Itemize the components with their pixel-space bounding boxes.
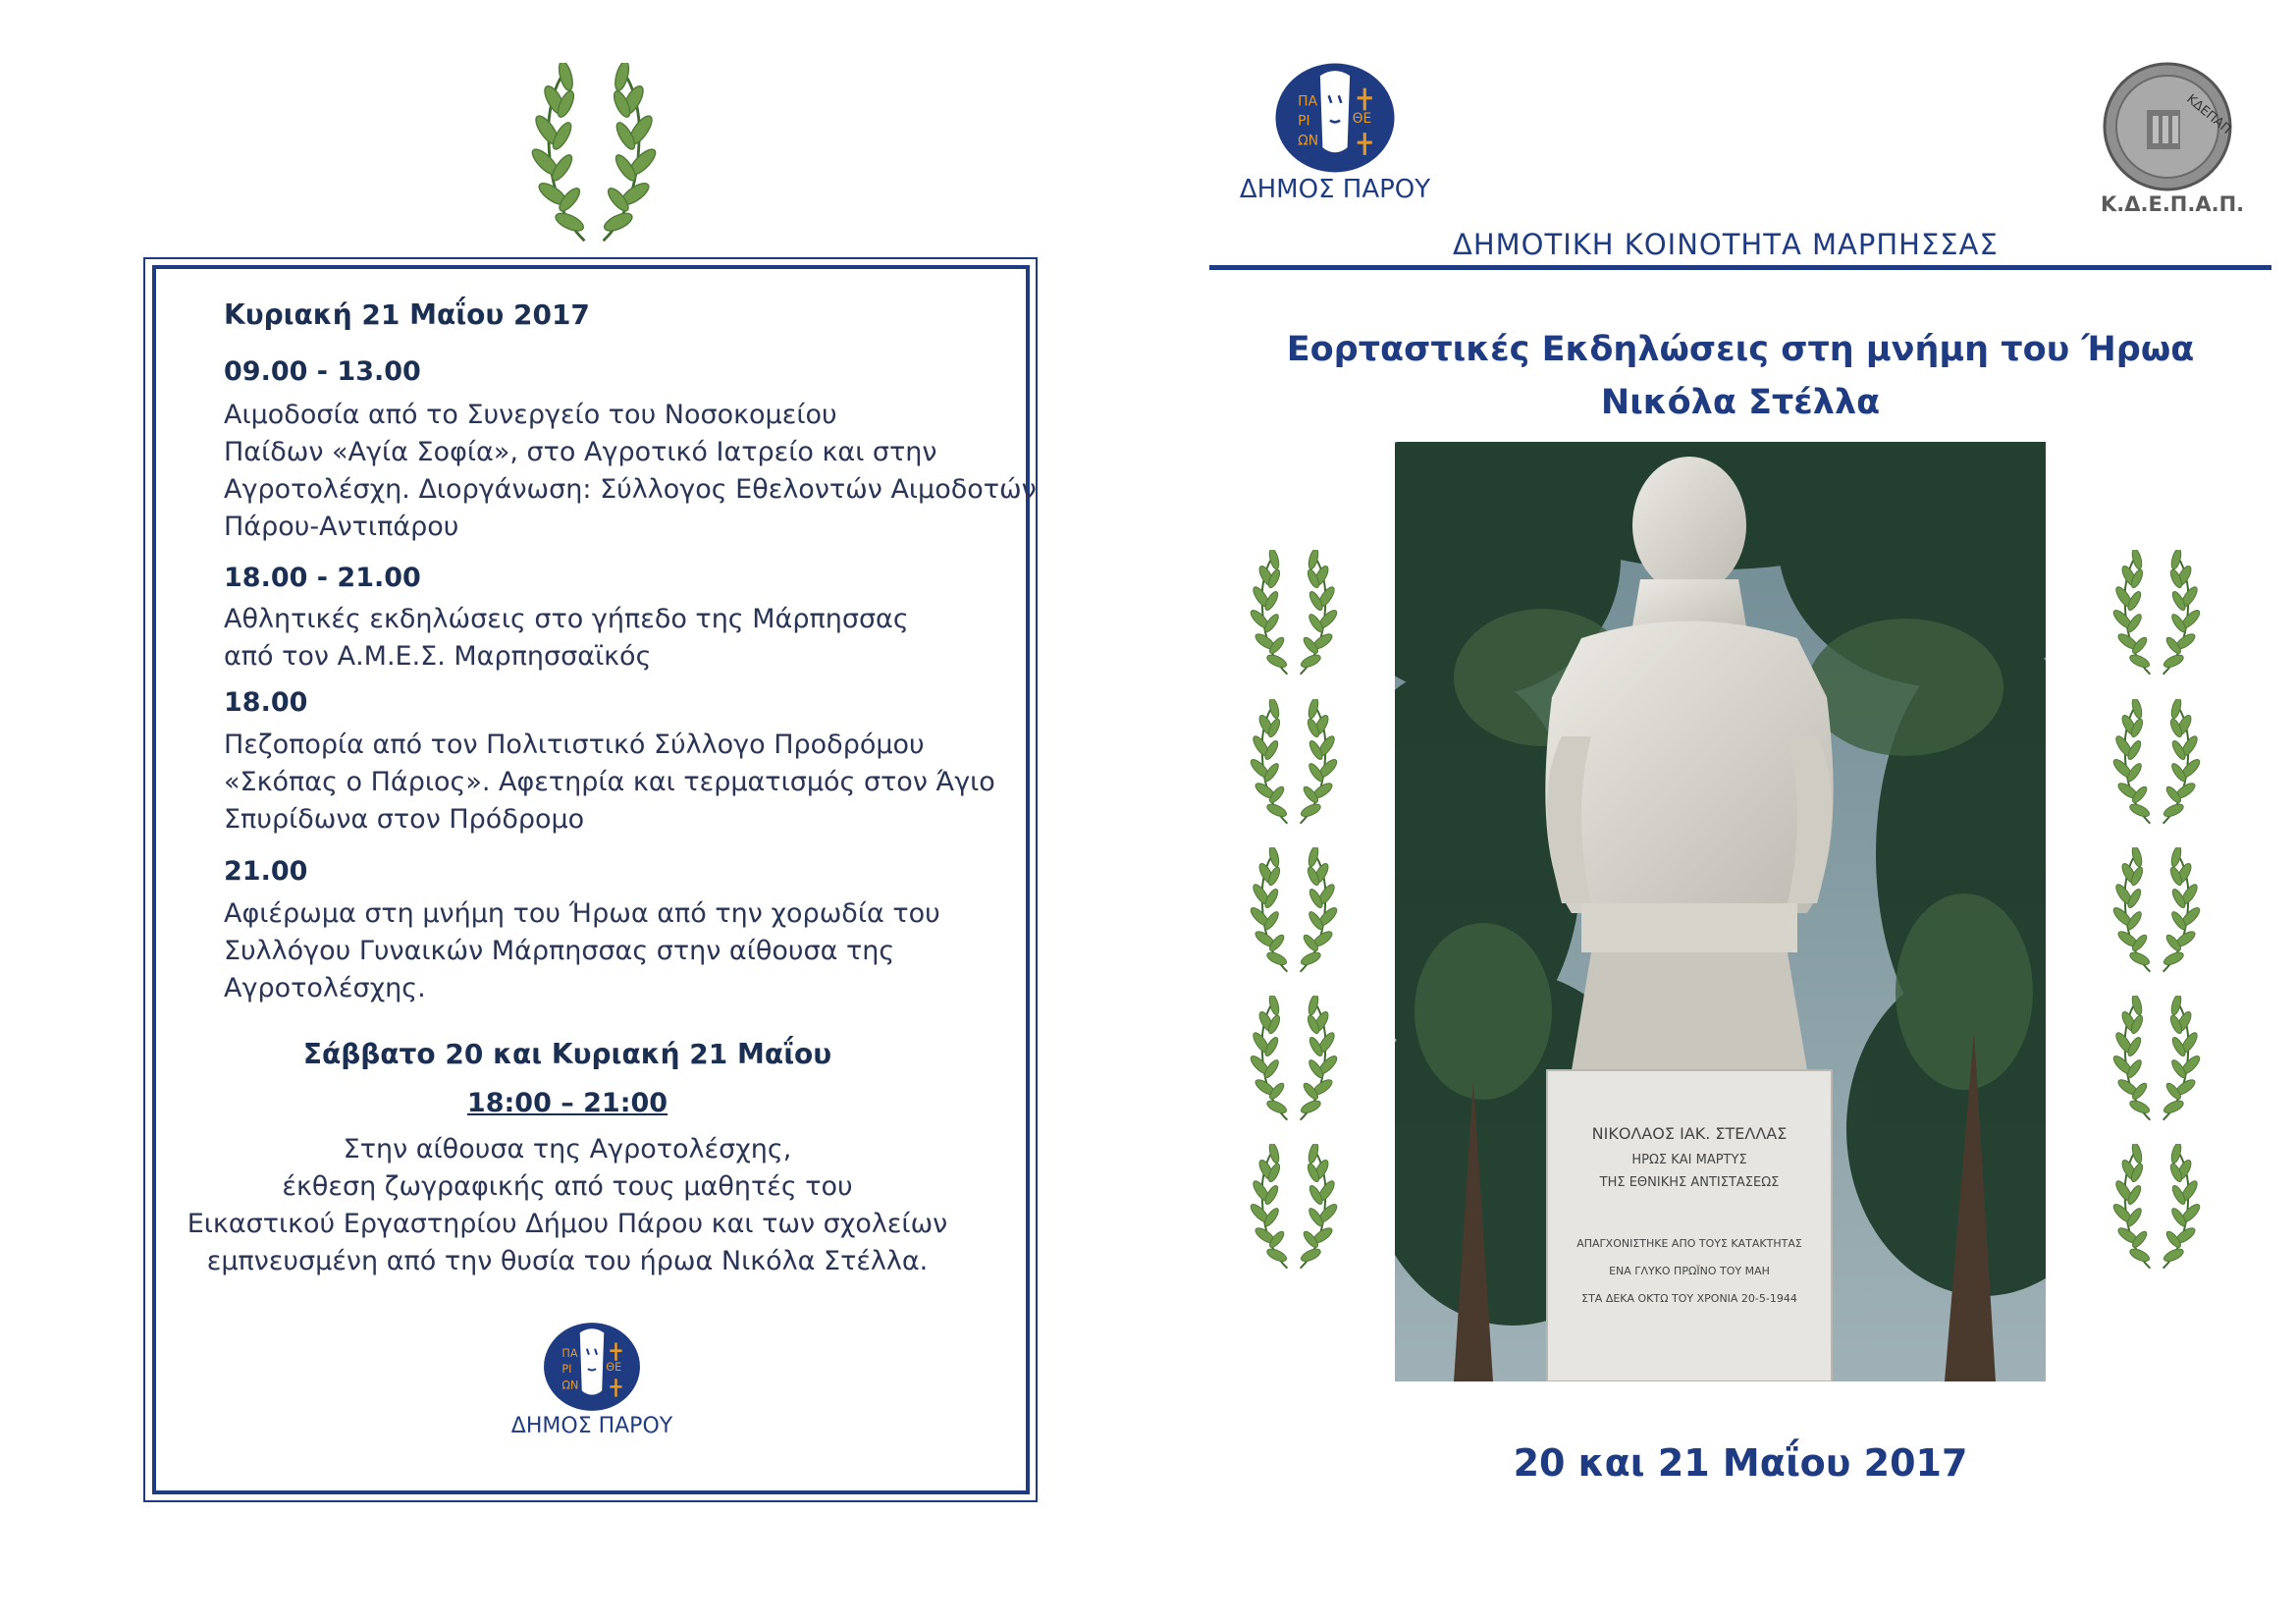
logo-letters: ΩΝ bbox=[561, 1379, 579, 1392]
header-rule bbox=[1209, 265, 2271, 270]
plaque-line: ΑΠΑΓΧΟΝΙΣΤΗΚΕ ΑΠΟ ΤΟΥΣ ΚΑΤΑΚΤΗΤΑΣ bbox=[1576, 1237, 1802, 1250]
logo-letters: ΡΙ bbox=[561, 1363, 572, 1377]
plaque-line: ΗΡΩΣ ΚΑΙ ΜΑΡΤΥΣ bbox=[1631, 1153, 1747, 1167]
dimos-parou-logo-icon bbox=[1271, 61, 1399, 175]
laurel-wreath-icon bbox=[1235, 996, 1353, 1123]
event-title-line2: Νικόλα Στέλλα bbox=[1600, 383, 1881, 422]
laurel-wreath-icon bbox=[2098, 550, 2216, 677]
plaque-line: ΝΙΚΟΛΑΟΣ ΙΑΚ. ΣΤΕΛΛΑΣ bbox=[1591, 1124, 1788, 1143]
event-line: Πάρου-Αντιπάρου bbox=[224, 512, 459, 542]
community-title: ΔΗΜΟΤΙΚΗ ΚΟΙΝΟΤΗΤΑ ΜΑΡΠΗΣΣΑΣ bbox=[1453, 228, 1999, 261]
weekend-description bbox=[175, 1131, 960, 1280]
laurel-wreath-icon bbox=[2098, 847, 2216, 975]
weekend-line: εμπνευσμένη από την θυσία του ήρωα Νικόλα Στέλλα. bbox=[206, 1246, 929, 1276]
event-line: Αγροτολέσχη. Διοργάνωση: Σύλλογος Εθελοντών Αιμοδοτών bbox=[224, 474, 1037, 505]
event-line: Αθλητικές εκδηλώσεις στο γήπεδο της Μάρπησσας bbox=[224, 604, 909, 634]
plaque-line: ΤΗΣ ΕΘΝΙΚΗΣ ΑΝΤΙΣΤΑΣΕΩΣ bbox=[1599, 1175, 1780, 1190]
event-description bbox=[224, 601, 909, 676]
logo-letters: ΘΕ bbox=[1352, 111, 1372, 128]
event-time: 21.00 bbox=[224, 856, 308, 887]
event-line: «Σκόπας ο Πάριος». Αφετηρία και τερματισμός στον Άγιο bbox=[224, 767, 995, 797]
laurel-wreath-icon bbox=[1235, 550, 1353, 677]
kdepap-coin-icon bbox=[2102, 61, 2233, 192]
event-description bbox=[224, 397, 1037, 546]
plaque-line: ΣΤΑ ΔΕΚΑ ΟΚΤΩ ΤΟΥ ΧΡΟΝΙΑ 20-5-1944 bbox=[1581, 1292, 1797, 1305]
event-dates: 20 και 21 Μαΐου 2017 bbox=[1513, 1441, 1968, 1485]
weekend-line: Στην αίθουσα της Αγροτολέσχης, bbox=[343, 1134, 792, 1164]
dimos-parou-logo-icon bbox=[542, 1321, 642, 1413]
weekend-line: έκθεση ζωγραφικής από τους μαθητές του bbox=[282, 1171, 853, 1202]
laurel-wreath-icon bbox=[1235, 699, 1353, 827]
sunday-title: Κυριακή 21 Μαΐου 2017 bbox=[224, 298, 590, 331]
logo-letters: ΡΙ bbox=[1298, 113, 1310, 130]
event-line: Παίδων «Αγία Σοφία», στο Αγροτικό Ιατρείο και στην bbox=[224, 437, 937, 467]
event-line: Σπυρίδωνα στον Πρόδρομο bbox=[224, 804, 585, 835]
laurel-wreath-icon bbox=[2098, 996, 2216, 1123]
logo-letters: ΠΑ bbox=[1298, 93, 1318, 110]
event-description bbox=[224, 727, 995, 839]
weekend-time: 18:00 – 21:00 bbox=[466, 1088, 668, 1118]
laurel-wreath-icon bbox=[510, 63, 677, 245]
event-line: Πεζοπορία από τον Πολιτιστικό Σύλλογο Προδρόμου bbox=[224, 730, 925, 760]
logo-caption: ΔΗΜΟΣ ΠΑΡΟΥ bbox=[510, 1414, 673, 1438]
event-line: από τον Α.Μ.Ε.Σ. Μαρπησσαϊκός bbox=[224, 641, 652, 672]
event-time: 09.00 - 13.00 bbox=[224, 356, 421, 387]
coin-legend: ΚΔΕΠΑΠ bbox=[2183, 91, 2233, 137]
event-line: Αγροτολέσχης. bbox=[224, 973, 426, 1003]
event-line: Συλλόγου Γυναικών Μάρπησσας στην αίθουσα της bbox=[224, 936, 895, 966]
coin-caption: Κ.Δ.Ε.Π.Α.Π. bbox=[2101, 192, 2245, 216]
event-line: Αιμοδοσία από το Συνεργείο του Νοσοκομείου bbox=[224, 400, 837, 430]
weekend-line: Εικαστικού Εργαστηρίου Δήμου Πάρου και των σχολείων bbox=[187, 1209, 948, 1239]
laurel-wreath-icon bbox=[2098, 699, 2216, 827]
event-time: 18.00 bbox=[224, 687, 308, 718]
laurel-wreath-icon bbox=[1235, 847, 1353, 975]
event-time: 18.00 - 21.00 bbox=[224, 563, 421, 593]
laurel-wreath-icon bbox=[2098, 1144, 2216, 1272]
logo-letters: ΠΑ bbox=[561, 1346, 578, 1360]
logo-letters: ΩΝ bbox=[1298, 133, 1319, 149]
logo-letters: ΘΕ bbox=[606, 1361, 622, 1375]
event-description bbox=[224, 895, 940, 1007]
logo-caption: ΔΗΜΟΣ ΠΑΡΟΥ bbox=[1239, 175, 1431, 204]
weekend-title: Σάββατο 20 και Κυριακή 21 Μαΐου bbox=[302, 1038, 832, 1070]
statue-photo bbox=[1395, 442, 2046, 1381]
event-line: Αφιέρωμα στη μνήμη του Ήρωα από την χορωδία του bbox=[224, 898, 940, 929]
laurel-wreath-icon bbox=[1235, 1144, 1353, 1272]
event-title-line1: Εορταστικές Εκδηλώσεις στη μνήμη του Ήρωα bbox=[1286, 330, 2195, 369]
plaque-line: ΕΝΑ ΓΛΥΚΟ ΠΡΩΪΝΟ ΤΟΥ ΜΑΗ bbox=[1609, 1265, 1770, 1277]
